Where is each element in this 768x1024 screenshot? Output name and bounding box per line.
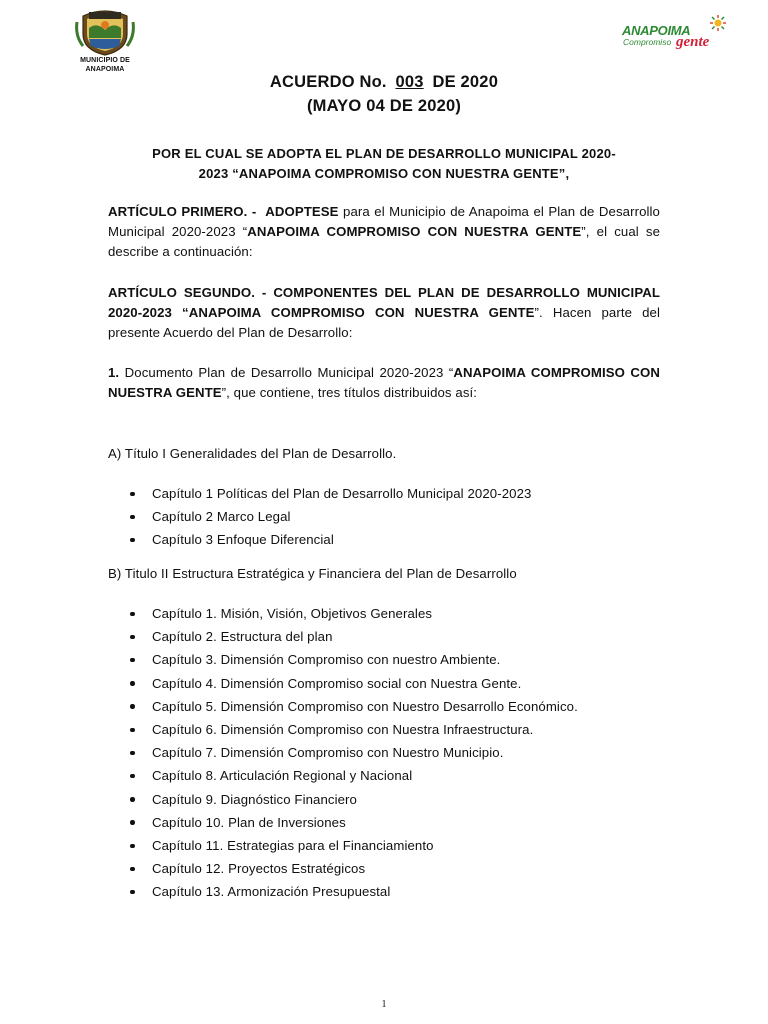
coat-of-arms-icon <box>73 8 137 56</box>
articulo-primero-text2: ”, el cual se describe a continuación: <box>108 224 661 259</box>
chapter-list-item-b <box>108 857 668 880</box>
bullet-icon <box>130 844 135 849</box>
page-number: 1 <box>381 999 387 1010</box>
bullet-icon <box>130 774 135 779</box>
chapter-title: Capítulo 6. Dimensión Compromiso con Nuestra Infraestructura. <box>152 722 534 738</box>
brand-word-compromiso: Compromiso <box>623 37 672 47</box>
bullet-icon <box>130 820 135 825</box>
item-1-text1: Documento Plan de Desarrollo Municipal 2020-2023 “ <box>124 365 454 380</box>
brand-word-gente: gente <box>676 34 710 50</box>
chapter-list-item-b <box>108 788 668 811</box>
chapter-title: Capítulo 13. Armonización Presupuestal <box>152 884 391 900</box>
articulo-segundo <box>108 283 660 343</box>
bullet-icon <box>130 492 135 497</box>
subtitle-line2: 2023 “ANAPOIMA COMPROMISO CON NUESTRA GENTE”, <box>198 166 570 181</box>
articulo-segundo-heading: COMPONENTES DEL PLAN DE DESARROLLO MUNICIPAL 2020-2023 “ANAPOIMA COMPROMISO CON NUESTRA GENTE <box>108 285 661 320</box>
acuerdo-date: (MAYO 04 DE 2020) <box>306 97 462 115</box>
chapter-list-item-b <box>108 880 668 903</box>
chapter-title: Capítulo 10. Plan de Inversiones <box>152 814 346 830</box>
bullet-icon <box>130 797 135 802</box>
articulo-primero-label: ARTÍCULO PRIMERO. - <box>108 204 257 219</box>
articulo-primero <box>108 202 660 262</box>
subtitle-line1: POR EL CUAL SE ADOPTA EL PLAN DE DESARROLLO MUNICIPAL 2020- <box>152 146 616 161</box>
chapter-title: Capítulo 2. Estructura del plan <box>152 629 333 645</box>
section-b-chapter-list <box>108 602 668 904</box>
acuerdo-prefix: ACUERDO No. <box>269 73 387 91</box>
bullet-icon <box>130 867 135 872</box>
item-1-plan-name: ANAPOIMA COMPROMISO CON NUESTRA GENTE <box>108 365 660 400</box>
bullet-icon <box>130 681 135 686</box>
articulo-segundo-text: ”. Hacen parte del presente Acuerdo del Plan de Desarrollo: <box>108 305 660 340</box>
seal-caption-line2: ANAPOIMA <box>85 66 125 73</box>
bullet-icon <box>130 704 135 709</box>
document-title <box>0 70 768 118</box>
acuerdo-suffix: DE 2020 <box>432 73 499 91</box>
sun-flower-icon <box>708 14 728 32</box>
bullet-icon <box>130 751 135 756</box>
item-1-paragraph <box>108 363 660 403</box>
item-1-number: 1. <box>108 365 120 380</box>
chapter-list-item-b <box>108 602 668 625</box>
chapter-title: Capítulo 7. Dimensión Compromiso con Nuestro Municipio. <box>152 745 504 761</box>
chapter-list-item-b <box>108 811 668 834</box>
chapter-title: Capítulo 1. Misión, Visión, Objetivos Generales <box>152 606 433 621</box>
document-header <box>0 0 768 80</box>
chapter-list-item-b <box>108 834 668 857</box>
item-1-text2: ”, que contiene, tres títulos distribuidos así: <box>221 385 478 400</box>
chapter-list-item-a <box>108 528 668 551</box>
chapter-title: Capítulo 12. Proyectos Estratégicos <box>152 861 366 877</box>
chapter-list-item-b <box>108 695 668 718</box>
bullet-icon <box>130 890 135 895</box>
acuerdo-title-line <box>0 70 768 94</box>
chapter-title: Capítulo 3 Enfoque Diferencial <box>152 532 334 548</box>
bullet-icon <box>130 728 135 733</box>
chapter-list-item-a <box>108 505 668 528</box>
section-a-heading: A) Título I Generalidades del Plan de Desarrollo. <box>108 446 397 461</box>
bullet-icon <box>130 635 135 640</box>
chapter-list-item-b <box>108 672 668 695</box>
anapoima-brand-logo <box>620 14 730 48</box>
articulo-segundo-label: ARTÍCULO SEGUNDO. - <box>108 285 267 300</box>
chapter-list-item-b <box>108 741 668 764</box>
seal-caption-line1: MUNICIPIO DE <box>80 57 130 64</box>
bullet-icon <box>130 515 135 520</box>
brand-word-anapoima: ANAPOIMA <box>622 23 691 38</box>
chapter-title: Capítulo 5. Dimensión Compromiso con Nuestro Desarrollo Económico. <box>152 698 578 714</box>
chapter-title: Capítulo 1 Políticas del Plan de Desarrollo Municipal 2020-2023 <box>152 486 532 501</box>
chapter-title: Capítulo 11. Estrategias para el Financiamiento <box>152 838 434 854</box>
acuerdo-number: 003 <box>395 73 424 91</box>
section-b-heading: B) Titulo II Estructura Estratégica y Financiera del Plan de Desarrollo <box>108 566 517 581</box>
chapter-list-item-b <box>108 648 668 671</box>
chapter-title: Capítulo 8. Articulación Regional y Nacional <box>152 768 413 784</box>
section-a-chapter-list <box>108 482 668 552</box>
articulo-primero-text1: para el Municipio de Anapoima el Plan de Desarrollo Municipal 2020-2023 “ <box>108 204 660 239</box>
bullet-icon <box>130 538 135 543</box>
chapter-list-item-b <box>108 764 668 787</box>
chapter-list-item-b <box>108 718 668 741</box>
chapter-title: Capítulo 9. Diagnóstico Financiero <box>152 791 357 807</box>
chapter-title: Capítulo 2 Marco Legal <box>152 509 291 525</box>
articulo-primero-verb: ADOPTESE <box>265 204 339 219</box>
chapter-title: Capítulo 4. Dimensión Compromiso social con Nuestra Gente. <box>152 675 522 691</box>
municipality-seal-logo <box>70 8 140 74</box>
chapter-title: Capítulo 3. Dimensión Compromiso con nuestro Ambiente. <box>152 652 501 668</box>
document-subtitle <box>108 144 660 184</box>
chapter-list-item-b <box>108 625 668 648</box>
bullet-icon <box>130 612 135 617</box>
chapter-list-item-a <box>108 482 668 505</box>
articulo-primero-plan-name: ANAPOIMA COMPROMISO CON NUESTRA GENTE <box>247 224 582 239</box>
bullet-icon <box>130 658 135 663</box>
